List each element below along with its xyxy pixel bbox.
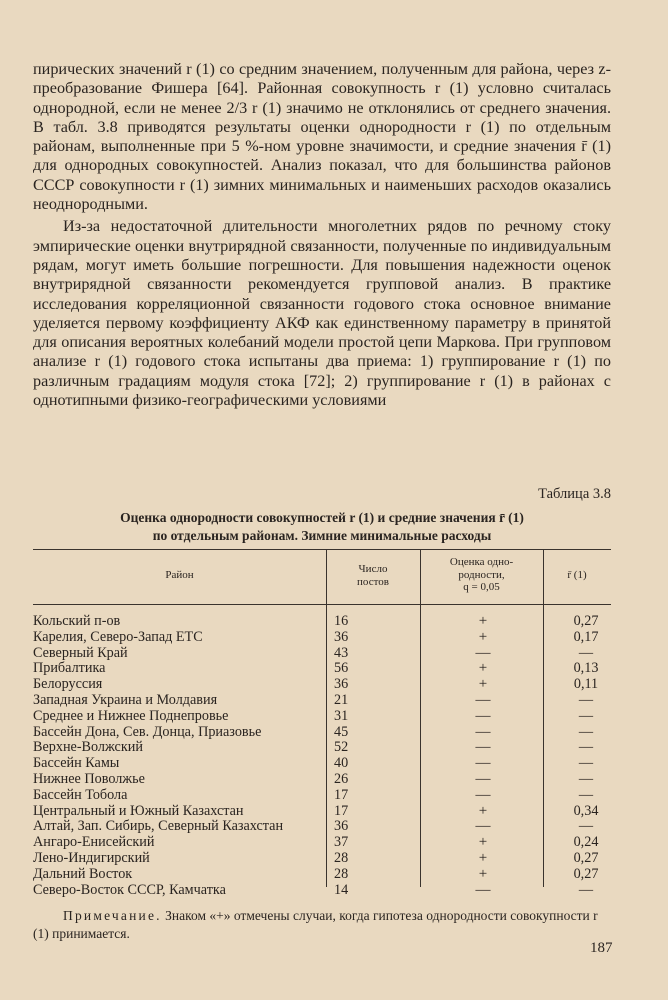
table-header-rule — [33, 604, 611, 605]
region-cell: Верхне-Волжский — [33, 739, 143, 756]
body-text — [33, 60, 611, 410]
count-cell: 36 — [334, 676, 349, 693]
homogeneity-cell: + — [478, 865, 488, 882]
table-row — [33, 788, 611, 804]
region-cell: Прибалтика — [33, 660, 106, 677]
homogeneity-cell: + — [478, 613, 488, 629]
page-number: 187 — [590, 940, 613, 956]
count-cell: 21 — [334, 691, 349, 708]
region-cell: Лено-Индигирский — [33, 849, 150, 866]
region-cell: Центральный и Южный Казахстан — [33, 802, 244, 819]
mean-cell: — — [578, 881, 594, 898]
note-label: Примечание. — [63, 908, 162, 923]
table-row — [33, 756, 611, 772]
count-cell: 36 — [334, 818, 349, 835]
header-homogeneity-line-3: q = 0,05 — [463, 581, 500, 593]
header-count-line-2: постов — [357, 575, 389, 588]
region-cell: Бассейн Тобола — [33, 786, 128, 803]
table-row — [33, 693, 611, 709]
header-homogeneity — [420, 556, 543, 594]
table-row — [33, 804, 611, 820]
homogeneity-cell: + — [478, 802, 488, 819]
table-title-line-2: по отдельным районам. Зимние минимальные расходы — [152, 528, 492, 543]
table-row — [33, 661, 611, 677]
count-cell: 14 — [334, 881, 349, 898]
count-cell: 26 — [334, 770, 349, 787]
table-row — [33, 851, 611, 867]
homogeneity-cell: — — [475, 818, 491, 835]
table-row — [33, 740, 611, 756]
region-cell: Бассейн Дона, Сев. Донца, Приазовье — [33, 723, 262, 740]
table-number: Таблица 3.8 — [538, 486, 611, 502]
homogeneity-cell: — — [475, 786, 491, 803]
header-homogeneity-line-1: Оценка одно- — [449, 556, 514, 568]
homogeneity-cell: — — [475, 707, 491, 724]
homogeneity-cell: — — [475, 644, 491, 661]
count-cell: 17 — [334, 786, 349, 803]
table-top-rule — [33, 549, 611, 550]
mean-cell: 0,27 — [573, 849, 599, 866]
mean-cell: — — [578, 818, 594, 835]
count-cell: 36 — [334, 628, 349, 645]
homogeneity-cell: + — [478, 849, 488, 866]
table-body — [33, 614, 611, 898]
table-title-line-1: Оценка однородности совокупностей r (1) и средние значения r̄ (1) — [120, 510, 524, 525]
mean-cell: — — [578, 644, 594, 661]
homogeneity-cell: — — [475, 691, 491, 708]
homogeneity-cell: + — [478, 676, 488, 693]
homogeneity-cell: — — [475, 770, 491, 787]
table-row — [33, 630, 611, 646]
mean-cell: 0,13 — [573, 660, 599, 677]
table-row — [33, 835, 611, 851]
mean-cell: 0,11 — [573, 676, 599, 693]
count-cell: 28 — [334, 865, 349, 882]
count-cell: 16 — [334, 613, 349, 629]
homogeneity-cell: + — [478, 660, 488, 677]
table-row — [33, 725, 611, 741]
mean-cell: 0,27 — [573, 613, 599, 629]
mean-cell: — — [578, 691, 594, 708]
table-row — [33, 772, 611, 788]
paragraph-2: Из-за недостаточной длительности многолетних рядов по речному стоку эмпирические оценки внутрирядной связанности, полученные по индивидуальным рядам, могут иметь большие погрешности. Для повышения надежности оценок внутрирядной связанности рекомендуется групповой анализ. В практике исследования корреляционной связанности годового стока основное внимание уделяется первому коэффициенту АКФ как единственному параметру в принятой для описания вероятных колебаний модели простой цепи Маркова. При групповом анализе r (1) годового стока испытаны два приема: 1) группирование r (1) по различным градациям модуля стока [72]; 2) группирование r (1) в районах с однотипными физико-географическими условиями — [33, 217, 611, 410]
region-cell: Кольский п-ов — [33, 613, 121, 629]
count-cell: 37 — [334, 834, 349, 851]
homogeneity-cell: — — [475, 739, 491, 756]
mean-cell: 0,27 — [573, 865, 599, 882]
mean-cell: — — [578, 755, 594, 772]
count-cell: 17 — [334, 802, 349, 819]
table-row — [33, 819, 611, 835]
count-cell: 45 — [334, 723, 349, 740]
region-cell: Дальний Восток — [33, 865, 133, 882]
table-row — [33, 677, 611, 693]
mean-cell: 0,17 — [573, 628, 599, 645]
homogeneity-cell: — — [475, 755, 491, 772]
region-cell: Белоруссия — [33, 676, 103, 693]
region-cell: Западная Украина и Молдавия — [33, 691, 218, 708]
table-title — [33, 509, 611, 545]
header-homogeneity-line-2: родности, — [458, 568, 505, 581]
count-cell: 28 — [334, 849, 349, 866]
mean-cell: — — [578, 707, 594, 724]
count-cell: 52 — [334, 739, 349, 756]
mean-cell: — — [578, 786, 594, 803]
region-cell: Нижнее Поволжье — [33, 770, 145, 787]
count-cell: 43 — [334, 644, 349, 661]
region-cell: Бассейн Камы — [33, 755, 120, 772]
mean-cell: — — [578, 739, 594, 756]
header-mean: r̄ (1) — [567, 569, 587, 581]
table-row — [33, 646, 611, 662]
region-cell: Северный Край — [33, 644, 128, 661]
region-cell: Среднее и Нижнее Поднепровье — [33, 707, 229, 724]
table-note — [33, 907, 611, 943]
header-count — [326, 563, 420, 588]
region-cell: Северо-Восток СССР, Камчатка — [33, 881, 226, 898]
header-count-line-1: Число — [358, 563, 388, 575]
homogeneity-cell: — — [475, 881, 491, 898]
mean-cell: — — [578, 770, 594, 787]
mean-cell: 0,24 — [573, 834, 599, 851]
region-cell: Ангаро-Енисейский — [33, 834, 155, 851]
homogeneity-cell: + — [478, 834, 488, 851]
table-row — [33, 709, 611, 725]
mean-cell: 0,34 — [573, 802, 599, 819]
table-row — [33, 867, 611, 883]
header-region: Район — [165, 569, 194, 581]
table-row — [33, 883, 611, 899]
homogeneity-cell: — — [475, 723, 491, 740]
paragraph-1: пирических значений r (1) со средним значением, полученным для района, через z-преобразование Фишера [64]. Районная совокупность r (1) условно считалась однородной, если не менее 2/3 r (1) значимо не отклонялись от среднего значения. В табл. 3.8 приводятся результаты оценки однородности r (1) по отдельным районам, выполненные при 5 %-ном уровне значимости, и средние значения r̄ (1) для однородных совокупностей. Анализ показал, что для большинства районов СССР совокупности r (1) зимних минимальных и наименьших расходов оказались неоднородными. — [33, 60, 611, 214]
count-cell: 40 — [334, 755, 349, 772]
mean-cell: — — [578, 723, 594, 740]
count-cell: 56 — [334, 660, 349, 677]
count-cell: 31 — [334, 707, 349, 724]
region-cell: Алтай, Зап. Сибирь, Северный Казахстан — [33, 818, 284, 835]
table-row — [33, 614, 611, 630]
note-text: Знаком «+» отмечены случаи, когда гипотеза однородности совокупности r (1) принимается. — [33, 908, 598, 941]
region-cell: Карелия, Северо-Запад ЕТС — [33, 628, 203, 645]
homogeneity-cell: + — [478, 628, 488, 645]
